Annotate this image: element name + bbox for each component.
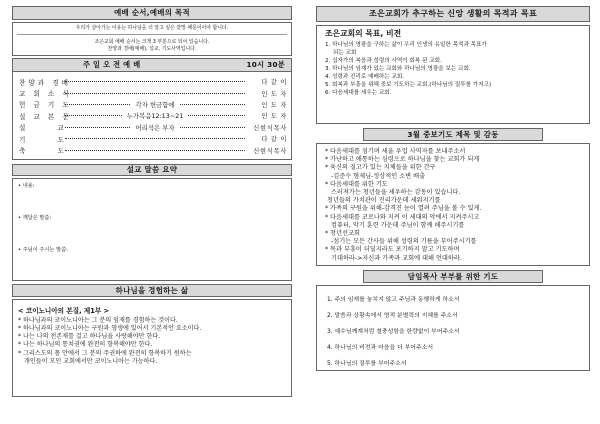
experience-item: * 하나님과의 코이노니아는 그 분의 임재를 경험하는 것이다. xyxy=(18,316,178,324)
prayer-item: * 육신의 질고가 있는 지체들을 위한 간구 xyxy=(325,164,436,172)
worship-row-name: 설 교 xyxy=(19,124,79,133)
purpose-title: 예배 순서,예배의 목적 xyxy=(12,6,292,20)
prayer-item: -섬기는 모든 간사들 위해 성령의 기름을 부어주시기를 xyxy=(331,238,477,246)
prayer-title: 3월 중보기도 제목 및 감동 xyxy=(363,128,543,141)
worship-row-name: 축 도 xyxy=(19,147,79,156)
worship-order-list xyxy=(13,72,291,159)
left-column xyxy=(12,6,292,397)
goal-title: 조은교회가 추구하는 신앙 생활의 목적과 목표 xyxy=(316,6,590,22)
worship-time: 10시 30분 xyxy=(246,60,285,69)
pastor-prayer-box xyxy=(316,285,590,371)
goal-box xyxy=(316,25,590,124)
experience-subtitle: < 코이노니아의 본질, 제1부 > xyxy=(18,306,110,315)
dotted-leader xyxy=(65,127,130,128)
experience-item: 개인들이 모인 교회에서만 코이노니아는 가능하다. xyxy=(24,357,158,365)
dotted-leader xyxy=(65,81,245,82)
prayer-item: 청년들의 가치관이 진리가운데 세워지기를 xyxy=(327,197,441,205)
experience-title: 하나님을 경험하는 삶 xyxy=(12,284,292,297)
worship-row xyxy=(19,133,287,144)
worship-row-name: 설 교 본 문 xyxy=(19,112,72,121)
worship-order-header xyxy=(13,59,291,72)
right-column xyxy=(316,6,590,371)
dotted-leader xyxy=(65,138,245,139)
pastor-prayer-item: 4. 하나님의 비전과 마음을 더 부어주소서 xyxy=(327,345,434,351)
prayer-item: 기대하라->자신과 가족과 교회에 대해 언대하라. xyxy=(331,254,462,262)
worship-row-name: 헌 금 기 도 xyxy=(19,101,72,110)
prayer-box xyxy=(316,143,590,266)
dotted-leader xyxy=(65,150,245,151)
goal-item: 2. 십자가의 복음과 성령의 사역이 회복 된 교회. xyxy=(325,58,442,64)
pastor-prayer-item: 3. 예수님께계처럼 철충성함을 한량없이 부어주소서 xyxy=(327,329,460,335)
sermon-summary-title: 설교 말씀 요약 xyxy=(12,164,292,176)
pastor-prayer-title: 담임목사 부부를 위한 기도 xyxy=(363,270,543,283)
worship-row-leader: 신현식목사 xyxy=(253,146,287,155)
purpose-line-1: 우리가 살아가는 이유는 하나님을 더 알고 싶은 갈망 때문이어야 합니다. xyxy=(17,25,287,35)
worship-row-text: 각자 헌금함에 xyxy=(135,100,175,109)
experience-item: * 나는 나의 전존재를 걸고 하나님을 사랑해야만 한다. xyxy=(18,333,161,341)
dotted-leader xyxy=(65,104,130,105)
experience-item: * 나는 하나님의 통치권에 완전히 항복해야만 한다. xyxy=(18,341,153,349)
pastor-prayer-item: 1. 주의 임재를 놓치지 않고 주님과 동행하게 하소서 xyxy=(327,297,460,303)
pastor-prayer-item: 2. 말씀과 상황속에서 영적 분별력의 지혜를 주소서 xyxy=(327,313,458,319)
purpose-line-2: 조은교회 예배 순서는 크게 3 부분으로 되어 있습니다. xyxy=(94,39,210,45)
worship-row xyxy=(19,99,287,110)
dotted-leader xyxy=(65,115,122,116)
goal-item: 5. 회복과 부흥을 위해 중보 기도하는 교회.(하나님의 질투를 가지고) xyxy=(325,82,492,88)
worship-row xyxy=(19,76,287,87)
worship-row xyxy=(19,122,287,133)
worship-row-name: 기 도 xyxy=(19,135,79,144)
prayer-item: * 청년선교회 xyxy=(325,230,360,238)
pastor-prayer-item: 5. 하나님의 질투를 부어주소서 xyxy=(327,361,407,367)
prayer-item: 컴퓨터, 악기 훈련 가운데 주님이 함께 해주시기를 xyxy=(331,221,465,229)
goal-item: 되는 교회 xyxy=(333,50,357,56)
prayer-item: * 다음세대를 위한 기도 xyxy=(325,180,388,188)
dotted-leader xyxy=(65,93,245,94)
worship-row-leader: 인 도 자 xyxy=(261,100,287,109)
prayer-item: 스러져가는 청년들을 세우하는 감동이 있습니다. xyxy=(331,189,461,197)
experience-box xyxy=(12,299,292,397)
dotted-leader xyxy=(188,115,245,116)
goal-item: 6. 다음세대를 세우는 교회. xyxy=(325,90,392,96)
goal-item: 3. 하나님의 임재가 있는 교회와 하나님의 영광을 보는 교회. xyxy=(325,66,471,72)
worship-row-name: 찬양과 경배 xyxy=(19,78,71,87)
dotted-leader xyxy=(180,127,245,128)
prayer-item: * 목과 부흥이 더딜지라도 포기하지 말고 기도하며 xyxy=(325,246,460,254)
sermon-summary-box xyxy=(12,178,292,281)
worship-row xyxy=(19,144,287,155)
prayer-item: * 가족의 구원을 위해-감격진 눈이 열려 주님을 볼 수 있게. xyxy=(325,205,482,213)
worship-order-box xyxy=(12,58,292,160)
goal-item: 1. 하나님의 영광을 구하는 삶이 우리 인생의 유일한 목적과 목표가 xyxy=(325,42,487,48)
worship-row-text: 누가복음12:13~21 xyxy=(126,112,184,121)
worship-row-leader: 신현식목사 xyxy=(253,123,287,132)
prayer-item: -김준수 형제님-정상적인 소변 배출 xyxy=(331,172,426,180)
prayer-item: * 다음세대를 섬기며 세울 우업 사역자를 보내주소서 xyxy=(325,148,466,155)
summary-learned-line: • 깨달은 말씀: xyxy=(18,214,52,221)
purpose-box xyxy=(12,22,292,56)
experience-item: * 그리스도의 몸 안에서 그 분의 주권하에 완전히 항복하기 원하는 xyxy=(18,349,192,357)
worship-row-leader: 다 같 이 xyxy=(261,135,287,144)
prayer-item: * 가난하고 애통하는 심령으로 하나님을 찾는 교회가 되게 xyxy=(325,156,480,164)
summary-content-line: • 내용: xyxy=(18,182,35,189)
worship-row-text: 어리석은 부자 xyxy=(135,123,175,132)
prayer-item: * 다음세대를 코로나와 지켜 이 세대의 악에서 지켜주시고 xyxy=(325,213,480,221)
worship-row-leader: 인 도 자 xyxy=(261,112,287,121)
worship-row-name: 교 회 소 식 xyxy=(19,90,72,99)
worship-row xyxy=(19,110,287,121)
goal-subtitle: 조은교회의 목표, 비전 xyxy=(325,29,402,38)
worship-row-leader: 인 도 자 xyxy=(261,89,287,98)
purpose-line-3: 찬양과 경배(예배), 설교, 기도사역입니다. xyxy=(107,46,197,52)
experience-item: * 하나님과의 코이노니아는 구원과 영생에 있어서 기본적인 요소이다. xyxy=(18,324,202,332)
worship-row xyxy=(19,87,287,98)
summary-word-line: • 주님이 주시는 말씀: xyxy=(18,246,68,253)
worship-title: 주 일 오 전 예 배 xyxy=(83,60,141,69)
dotted-leader xyxy=(180,104,245,105)
goal-item: 4. 성령과 진리로 예배하는 교회. xyxy=(325,74,405,80)
worship-row-leader: 다 같 이 xyxy=(261,78,287,87)
